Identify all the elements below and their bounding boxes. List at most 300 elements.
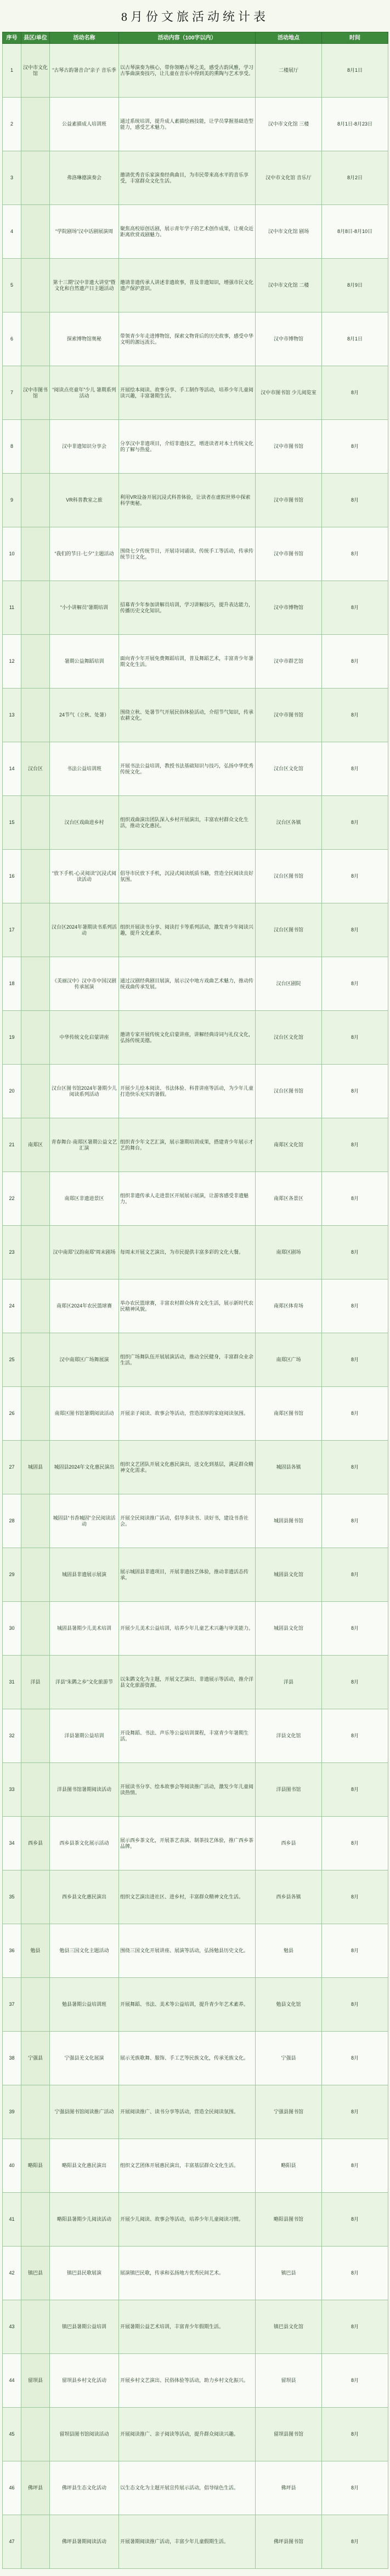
row-place: 略阳县图书馆 [256,2193,322,2247]
row-name: 镇巴县暑期公益培训 [50,2300,119,2354]
row-content: 以生态文化为主题开展宣传展示活动，倡导绿色生活。 [119,2461,256,2515]
row-name: “学院剧场”汉中话剧展演周 [50,205,119,259]
row-no: 30 [3,1602,21,1656]
row-no: 16 [3,850,21,903]
row-district [21,957,50,1011]
row-name: 青春舞台·南郑区暑期公益文艺汇演 [50,1118,119,1172]
row-content: 面向青少年开展免费舞蹈培训，普及舞蹈艺术，丰富青少年暑期文化生活。 [119,635,256,689]
row-district [21,1280,50,1333]
row-time: 8月 [322,689,388,742]
row-place: 镇巴县 [256,2247,322,2300]
row-place: 汉台区图书馆 [256,850,322,903]
row-name: 勉县暑期公益培训班 [50,1978,119,2032]
row-content: 组织文艺团体开展惠民演出，丰富基层群众文化生活。 [119,2139,256,2193]
row-no: 12 [3,635,21,689]
row-time: 8月 [322,1226,388,1280]
row-place: 汉中市文化馆 剧场 [256,205,322,259]
row-place: 宁强县图书馆 [256,2085,322,2139]
row-content: 招募青少年参加讲解员培训，学习讲解技巧，提升表达能力，传播历史文化知识。 [119,581,256,635]
row-place: 二楼展厅 [256,44,322,98]
row-district: 西乡县 [21,1817,50,1870]
table-row [3,259,388,312]
row-no: 14 [3,742,21,796]
row-district [21,796,50,850]
row-time: 8月 [322,2515,388,2569]
row-name: 西乡县文化惠民演出 [50,1870,119,1924]
row-district [21,1333,50,1387]
row-no: 7 [3,366,21,420]
row-place: 洋县文化馆 [256,1709,322,1763]
row-place: 城固县文化馆 [256,1602,322,1656]
row-name: 镇巴县民歌展演 [50,2247,119,2300]
table-row [3,312,388,366]
row-content: 以朱鹮文化为主题，开展文艺演出、非遗展示等活动，推介洋县文化旅游资源。 [119,1656,256,1709]
row-district [21,850,50,903]
row-time: 8月 [322,1870,388,1924]
row-time: 8月 [322,2247,388,2300]
row-name: 汉台区图书馆2024年暑期少儿阅读系列活动 [50,1065,119,1118]
row-district [21,259,50,312]
table-row [3,1763,388,1817]
row-name: “小小讲解员”暑期培训 [50,581,119,635]
row-time: 8月 [322,1387,388,1441]
row-no: 44 [3,2354,21,2408]
table-header-row [3,32,388,44]
table-row [3,2354,388,2408]
row-time: 8月 [322,2032,388,2085]
row-content: 开展亲子阅读、故事会等活动，营造浓厚的家庭阅读氛围。 [119,1387,256,1441]
row-content: 开展绘本阅读、故事分享、手工制作等活动，培养少年儿童阅读兴趣，丰富暑期生活。 [119,366,256,420]
row-place: 南郑区各景区 [256,1172,322,1226]
row-district [21,2515,50,2569]
row-content: 组织文艺演出进社区、进乡村，丰富群众精神文化生活。 [119,1870,256,1924]
table-row [3,474,388,527]
row-content: 围绕立秋、处暑节气开展民俗体验活动，介绍节气知识，传承农耕文化。 [119,689,256,742]
row-content: 组织广场舞队伍开展展演活动，推动全民健身，丰富群众业余生活。 [119,1333,256,1387]
row-time: 8月 [322,581,388,635]
row-place: 汉中市文化馆 音乐厅 [256,151,322,205]
row-name: 城固县非遗展示展演 [50,1548,119,1602]
row-no: 43 [3,2300,21,2354]
row-district: 汉台区 [21,742,50,796]
row-district [21,1172,50,1226]
row-district [21,2408,50,2461]
row-district: 宁强县 [21,2032,50,2085]
row-no: 10 [3,527,21,581]
row-place: 留坝县 [256,2354,322,2408]
row-district: 汉中市图书馆 [21,366,50,420]
row-no: 33 [3,1763,21,1817]
row-district [21,1709,50,1763]
row-time: 8月 [322,2085,388,2139]
row-time: 8月 [322,1172,388,1226]
row-no: 47 [3,2515,21,2569]
table-row [3,151,388,205]
row-no: 22 [3,1172,21,1226]
row-name: 弗洛琳德演奏会 [50,151,119,205]
row-no: 9 [3,474,21,527]
table-row [3,850,388,903]
row-time: 8月1日 [322,44,388,98]
row-time: 8月 [322,2139,388,2193]
row-name: 留坝县图书馆阅读活动 [50,2408,119,2461]
row-district [21,1065,50,1118]
row-place: 汉台区文化馆 [256,1011,322,1065]
row-name: “阅读点亮童年”少儿 暑期系列活动 [50,366,119,420]
row-content: 开展阅读推广、亲子阅读等活动，提升群众阅读兴趣。 [119,2408,256,2461]
row-district: 洋县 [21,1656,50,1709]
row-district: 镇巴县 [21,2247,50,2300]
row-place: 西乡县各镇 [256,1870,322,1924]
row-content: 组织文艺团队开展文化惠民演出，送文化到基层，满足群众精神文化需求。 [119,1441,256,1494]
row-no: 1 [3,44,21,98]
row-no: 26 [3,1387,21,1441]
row-time: 8月 [322,957,388,1011]
row-no: 34 [3,1817,21,1870]
row-time: 8月 [322,2354,388,2408]
row-no: 40 [3,2139,21,2193]
row-name: 汉中非遗知识分享会 [50,420,119,474]
row-no: 23 [3,1226,21,1280]
row-no: 17 [3,903,21,957]
row-district: 留坝县 [21,2354,50,2408]
row-time: 8月 [322,2300,388,2354]
row-district [21,98,50,151]
row-no: 39 [3,2085,21,2139]
row-place: 汉中市图书馆 少儿阅览室 [256,366,322,420]
row-no: 41 [3,2193,21,2247]
row-place: 汉中市图书馆 [256,527,322,581]
row-name: “放下手机·心灵阅读”沉浸式阅读活动 [50,850,119,903]
row-name: 佛坪县暑期阅读活动 [50,2515,119,2569]
activity-table [2,32,388,2569]
table-row [3,2032,388,2085]
table-row [3,1602,388,1656]
row-place: 佛坪县 [256,2461,322,2515]
table-row [3,2408,388,2461]
row-content: 开设舞蹈、书法、声乐等公益培训课程，丰富青少年暑期生活。 [119,1709,256,1763]
row-name: 城固县暑期少儿美术培训 [50,1602,119,1656]
row-content: 每周末开展文艺演出，为市民提供丰富多彩的文化大餐。 [119,1226,256,1280]
row-time: 8月 [322,1333,388,1387]
row-content: 开展书法公益培训，教授书法基础知识与技巧，弘扬中华优秀传统文化。 [119,742,256,796]
row-place: 留坝县图书馆 [256,2408,322,2461]
table-row [3,2300,388,2354]
row-district [21,1011,50,1065]
row-name: VR科普教室之旅 [50,474,119,527]
row-time: 8月 [322,1065,388,1118]
header-name: 活动名称 [50,32,119,44]
row-content: 开展少儿绘本阅读、书法体验、科普讲座等活动，为少年儿童打造快乐充实的暑假。 [119,1065,256,1118]
header-no: 序号 [3,32,21,44]
row-content: 开展暑期公益艺术培训，丰富青少年假期生活。 [119,2300,256,2354]
table-row [3,1656,388,1709]
table-row [3,1924,388,1978]
row-district [21,151,50,205]
table-row [3,2193,388,2247]
row-name: 略阳县文化惠民演出 [50,2139,119,2193]
row-district [21,527,50,581]
row-place: 汉台区图书馆 [256,903,322,957]
table-row [3,689,388,742]
row-district [21,1870,50,1924]
row-time: 8月 [322,1709,388,1763]
row-content: 开展暑期阅读推广活动，丰富少年儿童假期生活。 [119,2515,256,2569]
row-place: 汉台区剧院 [256,957,322,1011]
row-name: 佛坪县生态文化活动 [50,2461,119,2515]
table-row [3,903,388,957]
row-place: 城固县各镇 [256,1441,322,1494]
header-content: 活动内容（100字以内） [119,32,256,44]
row-place: 汉台区图书馆 [256,1065,322,1118]
table-row [3,1817,388,1870]
row-district [21,1602,50,1656]
table-row [3,1870,388,1924]
row-district [21,420,50,474]
row-no: 6 [3,312,21,366]
row-place: 勉县文化馆 [256,1978,322,2032]
table-row [3,1172,388,1226]
table-row [3,1387,388,1441]
row-name: 城固县2024年文化惠民演出 [50,1441,119,1494]
row-name: 宁强县羌文化展演 [50,2032,119,2085]
row-district [21,1387,50,1441]
row-district [21,689,50,742]
row-name: 南郑区图书馆暑期阅读活动 [50,1387,119,1441]
row-time: 8月 [322,1280,388,1333]
table-body [3,44,388,2569]
row-time: 8月 [322,635,388,689]
row-district [21,1494,50,1548]
row-time: 8月 [322,2408,388,2461]
row-no: 35 [3,1870,21,1924]
row-content: 开展全民阅读推广活动，倡导多读书、读好书，建设书香社会。 [119,1494,256,1548]
row-district [21,2300,50,2354]
row-no: 46 [3,2461,21,2515]
row-content: 邀请优秀音乐家演奏经典曲目，为市民带来高水平的音乐享受，丰富群众文化生活。 [119,151,256,205]
table-row [3,2085,388,2139]
row-no: 38 [3,2032,21,2085]
row-place: 汉中市图书馆 [256,689,322,742]
row-time: 8月 [322,1118,388,1172]
header-time: 时间 [322,32,388,44]
row-name: 留坝县乡村文化活动 [50,2354,119,2408]
row-content: 利用VR设备开展沉浸式科普体验，让读者在虚拟世界中探索科学奥秘。 [119,474,256,527]
row-time: 8月8日-8月10日 [322,205,388,259]
table-row [3,1280,388,1333]
row-content: 展示西乡茶文化，开展茶艺表演、制茶技艺体验，推广西乡茶品牌。 [119,1817,256,1870]
row-name: 中华传统文化启蒙讲座 [50,1011,119,1065]
row-name: 书法公益培训班 [50,742,119,796]
row-district [21,2193,50,2247]
row-district: 汉中市文化馆 [21,44,50,98]
table-row [3,581,388,635]
row-content: 通过系统培训，提升成人素描绘画技能，让学员掌握基础造型能力，感受艺术魅力。 [119,98,256,151]
row-content: 聚焦高校原创话剧，展示青年学子的艺术创作成果，让观众近距离欣赏戏剧魅力。 [119,205,256,259]
row-name: 第十三期“汉中非遗大讲堂”暨文化和自然遗产日主题活动 [50,259,119,312]
row-name: 暑期公益舞蹈培训 [50,635,119,689]
row-name: 《美丽汉中》汉中市中国汉剧传承展演 [50,957,119,1011]
row-place: 南郑区体育场 [256,1280,322,1333]
row-no: 3 [3,151,21,205]
row-district [21,1763,50,1817]
header-place: 活动地点 [256,32,322,44]
row-place: 城固县文化馆 [256,1548,322,1602]
table-row [3,635,388,689]
row-no: 13 [3,689,21,742]
row-place: 勉县 [256,1924,322,1978]
table-row [3,742,388,796]
row-place: 镇巴县文化馆 [256,2300,322,2354]
row-place: 西乡县 [256,1817,322,1870]
table-row [3,1978,388,2032]
row-no: 21 [3,1118,21,1172]
row-content: 带领青少年走进博物馆，探索文物背后的历史故事，感受中华文明的源远流长。 [119,312,256,366]
row-content: 倡导市民放下手机，沉浸式阅读纸质书籍，营造全民阅读良好氛围。 [119,850,256,903]
row-no: 28 [3,1494,21,1548]
row-no: 36 [3,1924,21,1978]
row-place: 汉台区各镇 [256,796,322,850]
table-row [3,44,388,98]
row-name: 汉台区2024年暑期读书系列活动 [50,903,119,957]
row-no: 24 [3,1280,21,1333]
row-name: 24节气（立秋、处暑） [50,689,119,742]
row-no: 20 [3,1065,21,1118]
table-row [3,1548,388,1602]
row-time: 8月 [322,850,388,903]
row-district [21,474,50,527]
row-content: 开展少儿美术公益培训，培养少年儿童艺术兴趣与审美能力。 [119,1602,256,1656]
row-time: 8月 [322,1602,388,1656]
row-time: 8月 [322,1763,388,1817]
row-content: 开展少儿阅读、故事会等活动，培养少年儿童阅读习惯。 [119,2193,256,2247]
row-name: “古琴古韵暑音合”亲子 音乐季 [50,44,119,98]
row-district [21,205,50,259]
row-place: 南郑区剧场 [256,1226,322,1280]
row-name: 勉县三国文化主题活动 [50,1924,119,1978]
row-district [21,1548,50,1602]
row-content: 展示城固县非遗项目，开展非遗技艺体验，推动非遗活态传承。 [119,1548,256,1602]
row-place: 城固县图书馆 [256,1494,322,1548]
row-district: 佛坪县 [21,2461,50,2515]
row-time: 8月 [322,742,388,796]
row-no: 15 [3,796,21,850]
row-name: 洋县图书馆暑期阅读活动 [50,1763,119,1817]
row-time: 8月 [322,903,388,957]
table-row [3,2247,388,2300]
row-place: 汉台区文化馆 [256,742,322,796]
row-district [21,1978,50,2032]
row-place: 洋县 [256,1656,322,1709]
row-no: 29 [3,1548,21,1602]
row-content: 通过汉剧经典剧目展演，展示汉中地方戏曲艺术魅力，推动传统戏曲传承发展。 [119,957,256,1011]
row-time: 8月 [322,796,388,850]
row-district [21,2085,50,2139]
table-row [3,1494,388,1548]
row-no: 32 [3,1709,21,1763]
row-name: 汉中南郑区广场舞展演 [50,1333,119,1387]
row-name: 洋县“朱鹮之乡”文化旅游节 [50,1656,119,1709]
row-time: 8月 [322,1924,388,1978]
row-district [21,312,50,366]
row-name: 宁强县图书馆阅读推广活动 [50,2085,119,2139]
row-content: 以古琴演奏为核心，带你领略古琴之美，感受古韵风雅，学习古筝曲演奏技巧，让儿童在音乐中得到美的熏陶与艺术享受。 [119,44,256,98]
row-name: 公益素描成人培训班 [50,98,119,151]
table-row [3,2515,388,2569]
row-place: 汉中市群艺馆 [256,635,322,689]
table-row [3,2139,388,2193]
row-no: 31 [3,1656,21,1709]
row-place: 佛坪县图书馆 [256,2515,322,2569]
row-no: 18 [3,957,21,1011]
row-place: 汉中市图书馆 [256,474,322,527]
row-time: 8月 [322,474,388,527]
row-no: 8 [3,420,21,474]
row-content: 邀请非遗传承人讲述非遗故事，普及非遗知识，增强市民文化遗产保护意识。 [119,259,256,312]
row-district: 略阳县 [21,2139,50,2193]
row-time: 8月 [322,1978,388,2032]
row-name: 洋县暑期公益培训 [50,1709,119,1763]
row-time: 8月 [322,1494,388,1548]
row-place: 汉中市博物馆 [256,312,322,366]
table-row [3,366,388,420]
row-content: 开展读书分享、绘本故事会等阅读推广活动，激发少年儿童阅读热情。 [119,1763,256,1817]
row-name: 城固县“书香城固”全民阅读活动 [50,1494,119,1548]
page-title: 8月份文旅活动统计表 [121,9,269,24]
table-row [3,1709,388,1763]
row-content: 展演镇巴民歌，传承和弘扬地方优秀民间艺术。 [119,2247,256,2300]
row-no: 2 [3,98,21,151]
row-time: 8月1日 [322,312,388,366]
row-time: 8月2日 [322,151,388,205]
row-no: 27 [3,1441,21,1494]
row-name: 略阳县暑期少儿阅读活动 [50,2193,119,2247]
row-name: 南郑区2024年农民篮球赛 [50,1280,119,1333]
table-row [3,527,388,581]
row-district: 勉县 [21,1924,50,1978]
table-row [3,957,388,1011]
row-content: 组织非遗传承人走进景区开展展示展演，让游客感受非遗魅力。 [119,1172,256,1226]
row-time: 8月 [322,1548,388,1602]
row-place: 汉中市图书馆 [256,420,322,474]
row-place: 洋县图书馆 [256,1763,322,1817]
row-name: 汉台区戏曲进乡村 [50,796,119,850]
table-row [3,1011,388,1065]
row-time: 8月 [322,2193,388,2247]
row-time: 8月 [322,1011,388,1065]
row-name: 西乡县茶文化展示活动 [50,1817,119,1870]
row-place: 南郑区文化馆 [256,1118,322,1172]
row-name: “我们的节日·七夕”主题活动 [50,527,119,581]
table-row [3,796,388,850]
row-time: 8月 [322,420,388,474]
row-name: 汉中南郑“汉韵南郑”周末剧场 [50,1226,119,1280]
row-content: 开展阅读推广、读书分享等活动，营造全民阅读氛围。 [119,2085,256,2139]
row-time: 8月 [322,366,388,420]
row-district [21,581,50,635]
row-time: 8月 [322,527,388,581]
row-content: 展示羌族歌舞、服饰、手工艺等民族文化，传承羌族文化。 [119,2032,256,2085]
table-row [3,2461,388,2515]
row-place: 南郑区广场 [256,1333,322,1387]
row-time: 8月9日 [322,259,388,312]
row-place: 南郑区图书馆 [256,1387,322,1441]
table-row [3,1441,388,1494]
row-no: 4 [3,205,21,259]
row-no: 19 [3,1011,21,1065]
header-district: 县区/单位 [21,32,50,44]
row-content: 开展乡村文艺演出、民俗体验等活动，助力乡村文化振兴。 [119,2354,256,2408]
